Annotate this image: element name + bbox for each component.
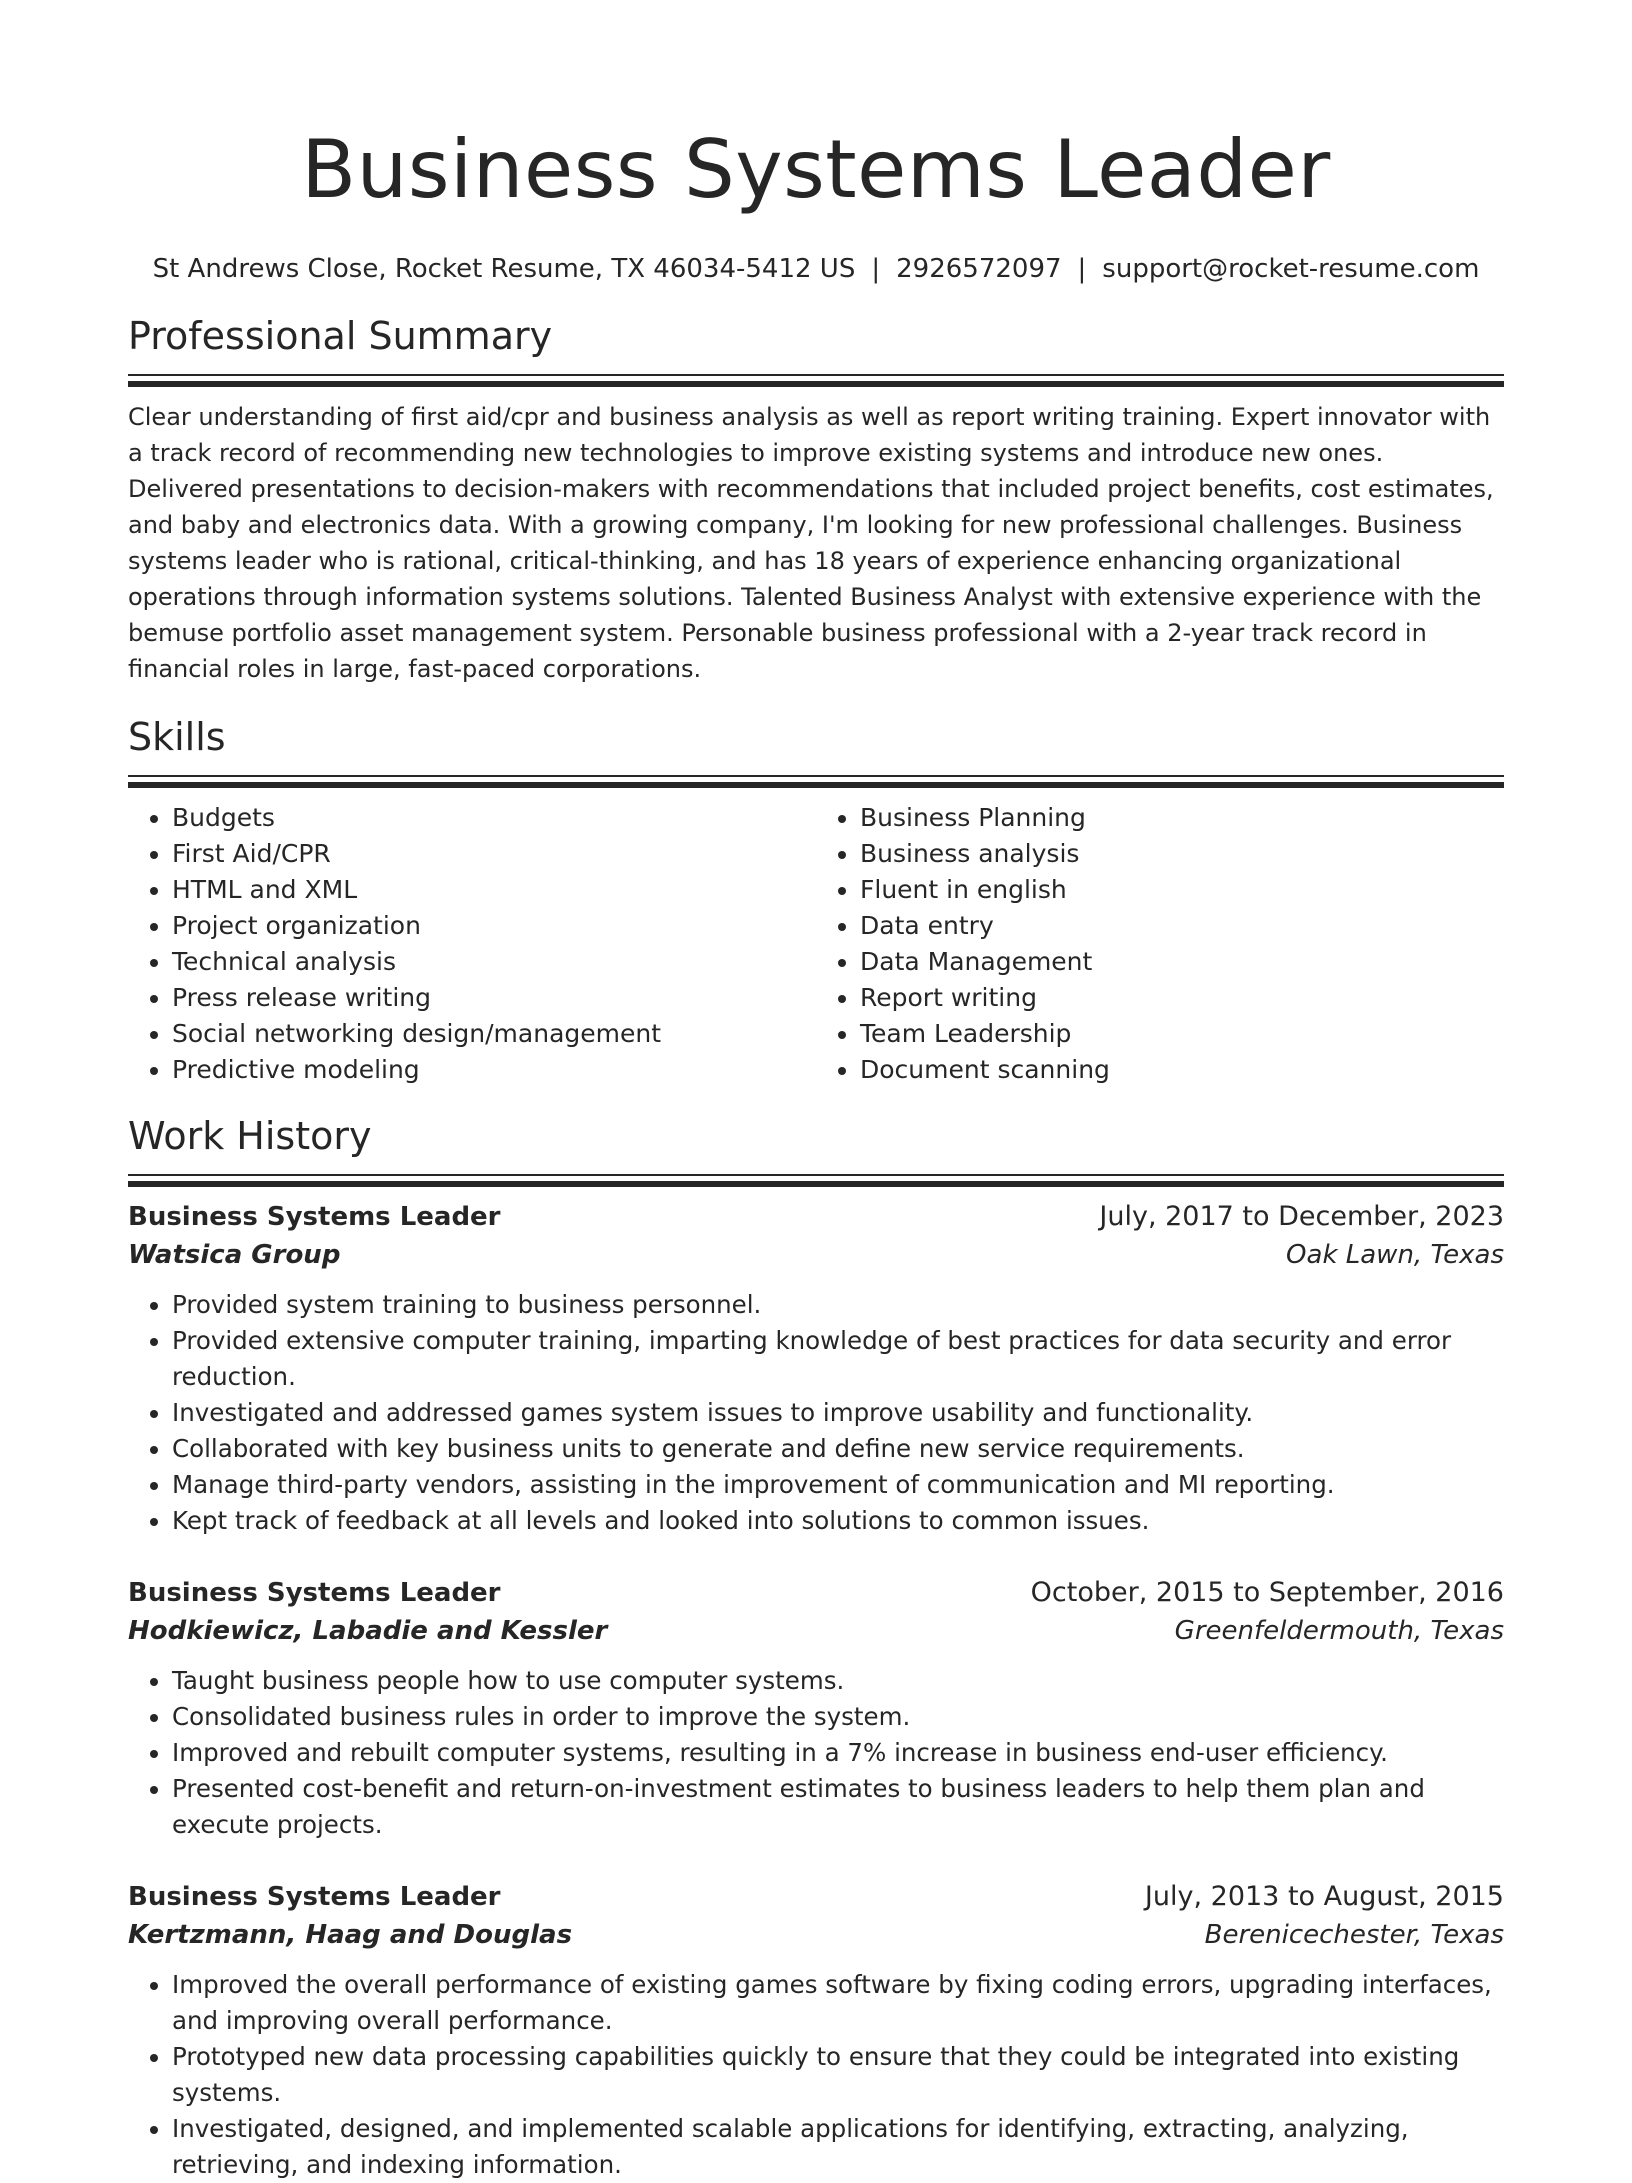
job-dates: July, 2017 to December, 2023 [1099,1201,1504,1232]
skill-item: • Document scanning [860,1052,1504,1088]
job-dates: October, 2015 to September, 2016 [1030,1577,1504,1608]
job-entry [128,1199,1504,1539]
skill-item: • Data entry [860,908,1504,944]
job-title: Business Systems Leader [128,1882,501,1912]
job-bullets [128,1663,1504,1843]
job-bullet: • Improved the overall performance of existing games software by fixing coding errors, upgrading interfaces, and improving overall performance. [172,1967,1504,2039]
job-location: Greenfeldermouth, Texas [1174,1616,1504,1646]
job-bullet: • Provided extensive computer training, imparting knowledge of best practices for data security and error reduction. [172,1323,1504,1395]
skill-item: • Budgets [172,800,816,836]
job-bullet: • Presented cost-benefit and return-on-investment estimates to business leaders to help them plan and execute projects. [172,1771,1504,1843]
section-title-work-history: Work History [128,1114,372,1158]
skills-list-left [128,800,816,1088]
skill-item: • Technical analysis [172,944,816,980]
job-bullets [128,1287,1504,1539]
job-location: Oak Lawn, Texas [1286,1240,1504,1270]
skill-item: • Project organization [172,908,816,944]
summary-text: Clear understanding of first aid/cpr and business analysis as well as report writing training. Expert innovator with a track record of recommending new technologies to improve existing systems and introduce new ones. Delivered presentations to decision-makers with recommendations that included project benefits, cost estimates, and baby and electronics data. With a growing company, I'm looking for new professional challenges. Business systems leader who is rational, critical-thinking, and has 18 years of experience enhancing organizational operations through information systems solutions. Talented Business Analyst with extensive experience with the bemuse portfolio asset management system. Personable business professional with a 2-year track record in financial roles in large, fast-paced corporations. [128,403,1494,683]
contact-email: support@rocket-resume.com [1102,254,1480,284]
job-location: Berenicechester, Texas [1204,1920,1504,1950]
skill-item: • Business analysis [860,836,1504,872]
job-company: Watsica Group [128,1240,341,1270]
skills-columns [128,800,1504,1088]
skills-list-right [816,800,1504,1088]
work-history-section [128,1112,1504,2183]
job-bullet: • Prototyped new data processing capabilities quickly to ensure that they could be integrated into existing systems. [172,2039,1504,2111]
skills-section [128,713,1504,1088]
job-bullets [128,1967,1504,2183]
job-bullet: • Manage third-party vendors, assisting in the improvement of communication and MI reporting. [172,1467,1504,1503]
section-title-skills: Skills [128,715,226,759]
skill-item: • Report writing [860,980,1504,1016]
contact-line [128,252,1504,286]
contact-separator: | [871,254,881,284]
skill-item: • First Aid/CPR [172,836,816,872]
job-bullet: • Improved and rebuilt computer systems, resulting in a 7% increase in business end-user efficiency. [172,1735,1504,1771]
resume-name: Business Systems Leader [301,123,1331,216]
contact-phone: 2926572097 [896,254,1062,284]
job-entry [128,1575,1504,1843]
job-bullet: • Kept track of feedback at all levels and looked into solutions to common issues. [172,1503,1504,1539]
contact-address: St Andrews Close, Rocket Resume, TX 46034-5412 US [152,254,856,284]
skill-item: • HTML and XML [172,872,816,908]
section-divider [128,374,1504,387]
contact-separator: | [1077,254,1087,284]
job-company: Kertzmann, Haag and Douglas [128,1920,573,1950]
job-title: Business Systems Leader [128,1202,501,1232]
skill-item: • Data Management [860,944,1504,980]
skill-item: • Team Leadership [860,1016,1504,1052]
job-title: Business Systems Leader [128,1578,501,1608]
section-divider [128,1174,1504,1187]
job-bullet: • Consolidated business rules in order to improve the system. [172,1699,1504,1735]
job-bullet: • Investigated and addressed games system issues to improve usability and functionality. [172,1395,1504,1431]
skill-item: • Predictive modeling [172,1052,816,1088]
job-bullet: • Collaborated with key business units to generate and define new service requirements. [172,1431,1504,1467]
skill-item: • Business Planning [860,800,1504,836]
job-entry [128,1879,1504,2183]
job-bullet: • Taught business people how to use computer systems. [172,1663,1504,1699]
skill-item: • Fluent in english [860,872,1504,908]
summary-section [128,312,1504,687]
job-bullet: • Provided system training to business personnel. [172,1287,1504,1323]
section-divider [128,775,1504,788]
skill-item: • Press release writing [172,980,816,1016]
skill-item: • Social networking design/management [172,1016,816,1052]
job-dates: July, 2013 to August, 2015 [1144,1881,1504,1912]
job-bullet: • Investigated, designed, and implemented scalable applications for identifying, extracting, analyzing, retrieving, and indexing information. [172,2111,1504,2183]
job-company: Hodkiewicz, Labadie and Kessler [128,1616,608,1646]
section-title-summary: Professional Summary [128,314,553,358]
